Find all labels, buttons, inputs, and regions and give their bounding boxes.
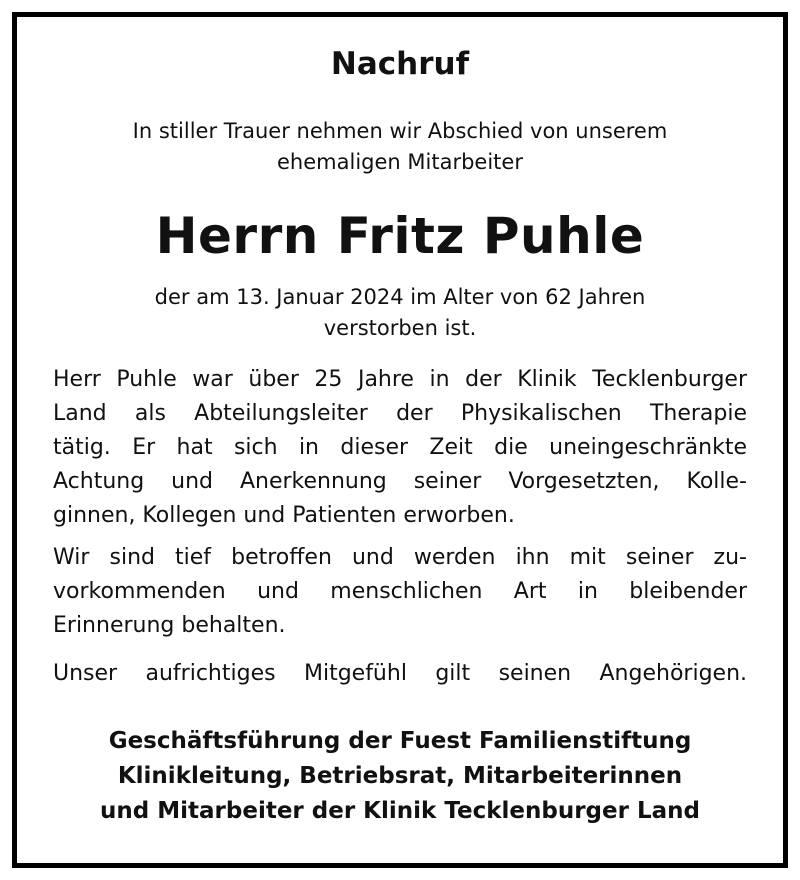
signatory-line: und Mitarbeiter der Klinik Tecklenburger Land	[100, 798, 700, 824]
signatories	[0, 724, 800, 829]
paragraph-line: Erinnerung behalten.	[53, 613, 286, 638]
paragraph-line: Unser aufrichtiges Mitgefühl gilt seinen Angehörigen.	[53, 661, 747, 686]
paragraph-line: vorkommenden und menschlichen Art in bleibender	[53, 579, 747, 604]
notice-title: Nachruf	[330, 46, 470, 82]
intro-line: ehemaligen Mitarbeiter	[277, 150, 523, 174]
sympathy-paragraph	[53, 657, 747, 691]
death-info	[0, 282, 800, 344]
condolence-paragraph	[53, 541, 747, 643]
signatory-line: Geschäftsführung der Fuest Familienstiftung	[108, 728, 692, 754]
death-info-line: der am 13. Januar 2024 im Alter von 62 Jahren	[154, 285, 646, 309]
intro-text	[0, 116, 800, 178]
paragraph-line: ginnen, Kollegen und Patienten erworben.	[53, 503, 515, 528]
paragraph-line: Land als Abteilungsleiter der Physikalischen Therapie	[53, 401, 747, 426]
paragraph-line: tätig. Er hat sich in dieser Zeit die uneingeschränkte	[53, 435, 747, 460]
tribute-paragraph	[53, 363, 747, 533]
paragraph-line: Herr Puhle war über 25 Jahre in der Klinik Tecklenburger	[53, 367, 747, 392]
paragraph-line: Wir sind tief betroffen und werden ihn mit seiner zu-	[53, 545, 747, 570]
signatory-line: Klinikleitung, Betriebsrat, Mitarbeiterinnen	[117, 763, 683, 789]
deceased-name: Herrn Fritz Puhle	[155, 207, 645, 265]
intro-line: In stiller Trauer nehmen wir Abschied von unserem	[132, 119, 668, 143]
paragraph-line: Achtung und Anerkennung seiner Vorgesetzten, Kolle-	[53, 469, 747, 494]
death-info-line: verstorben ist.	[323, 316, 477, 340]
